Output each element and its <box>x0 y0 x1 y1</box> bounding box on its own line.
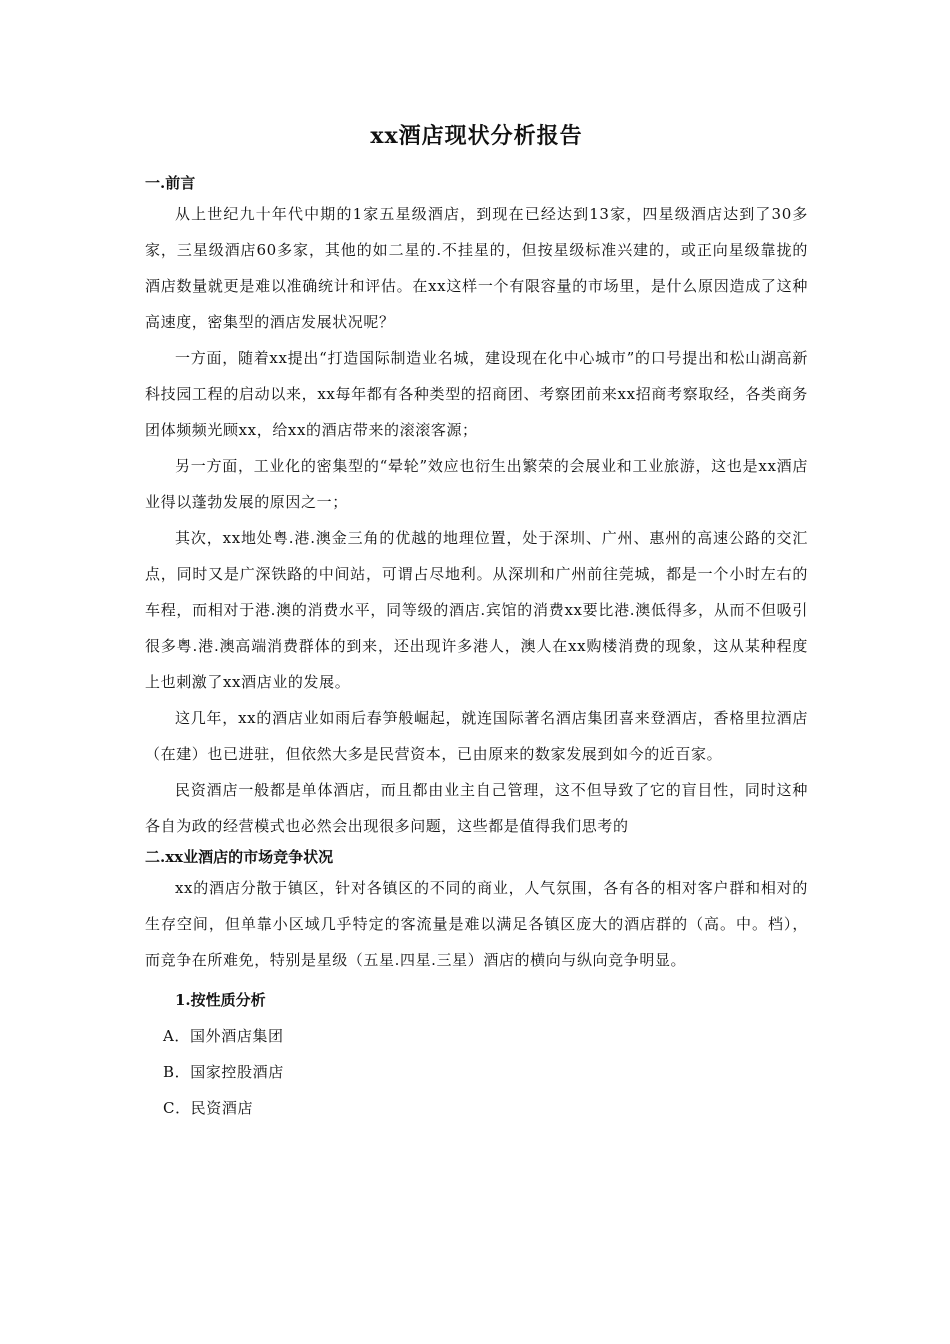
subsection-heading: 1.按性质分析 <box>175 991 266 1009</box>
paragraph: 民资酒店一般都是单体酒店，而且都由业主自己管理，这不但导致了它的盲目性，同时这种各自为政的经营模式也必然会出现很多问题，这些都是值得我们思考的 <box>145 781 808 835</box>
list-item: B．国家控股酒店 <box>163 1063 284 1081</box>
paragraph: 另一方面，工业化的密集型的“晕轮”效应也衍生出繁荣的会展业和工业旅游，这也是xx酒店业得以蓬勃发展的原因之一； <box>145 457 808 511</box>
document-title: xx酒店现状分析报告 <box>370 123 583 149</box>
paragraph: 这几年，xx的酒店业如雨后春笋般崛起，就连国际著名酒店集团喜来登酒店，香格里拉酒店（在建）也已进驻，但依然大多是民营资本，已由原来的数家发展到如今的近百家。 <box>145 709 808 763</box>
paragraph: 其次，xx地处粤.港.澳金三角的优越的地理位置，处于深圳、广州、惠州的高速公路的交汇点，同时又是广深铁路的中间站，可谓占尽地利。从深圳和广州前往莞城，都是一个小时左右的车程，而相对于港.澳的消费水平，同等级的酒店.宾馆的消费xx要比港.澳低得多，从而不但吸引很多粤.港.澳高端消费群体的到来，还出现许多港人，澳人在xx购楼消费的现象，这从某种程度上也刺激了xx酒店业的发展。 <box>145 529 808 691</box>
section-heading-competition: 二.xx业酒店的市场竞争状况 <box>145 848 334 866</box>
list-item: C．民资酒店 <box>163 1099 254 1117</box>
document-page <box>145 118 808 1126</box>
paragraph: 一方面，随着xx提出“打造国际制造业名城，建设现在化中心城市”的口号提出和松山湖高新科技园工程的启动以来，xx每年都有各种类型的招商团、考察团前来xx招商考察取经，各类商务团体频频光顾xx，给xx的酒店带来的滚滚客源； <box>145 349 808 439</box>
list-item: A．国外酒店集团 <box>163 1027 284 1045</box>
paragraph: xx的酒店分散于镇区，针对各镇区的不同的商业，人气氛围，各有各的相对客户群和相对的生存空间，但单靠小区域几乎特定的客流量是难以满足各镇区庞大的酒店群的（高。中。档），而竞争在所难免，特别是星级（五星.四星.三星）酒店的横向与纵向竞争明显。 <box>145 879 808 969</box>
paragraph: 从上世纪九十年代中期的1家五星级酒店，到现在已经达到13家，四星级酒店达到了30多家，三星级酒店60多家，其他的如二星的.不挂星的，但按星级标准兴建的，或正向星级靠拢的酒店数量就更是难以准确统计和评估。在xx这样一个有限容量的市场里，是什么原因造成了这种高速度，密集型的酒店发展状况呢？ <box>145 205 808 331</box>
section-heading-preface: 一.前言 <box>145 174 196 192</box>
